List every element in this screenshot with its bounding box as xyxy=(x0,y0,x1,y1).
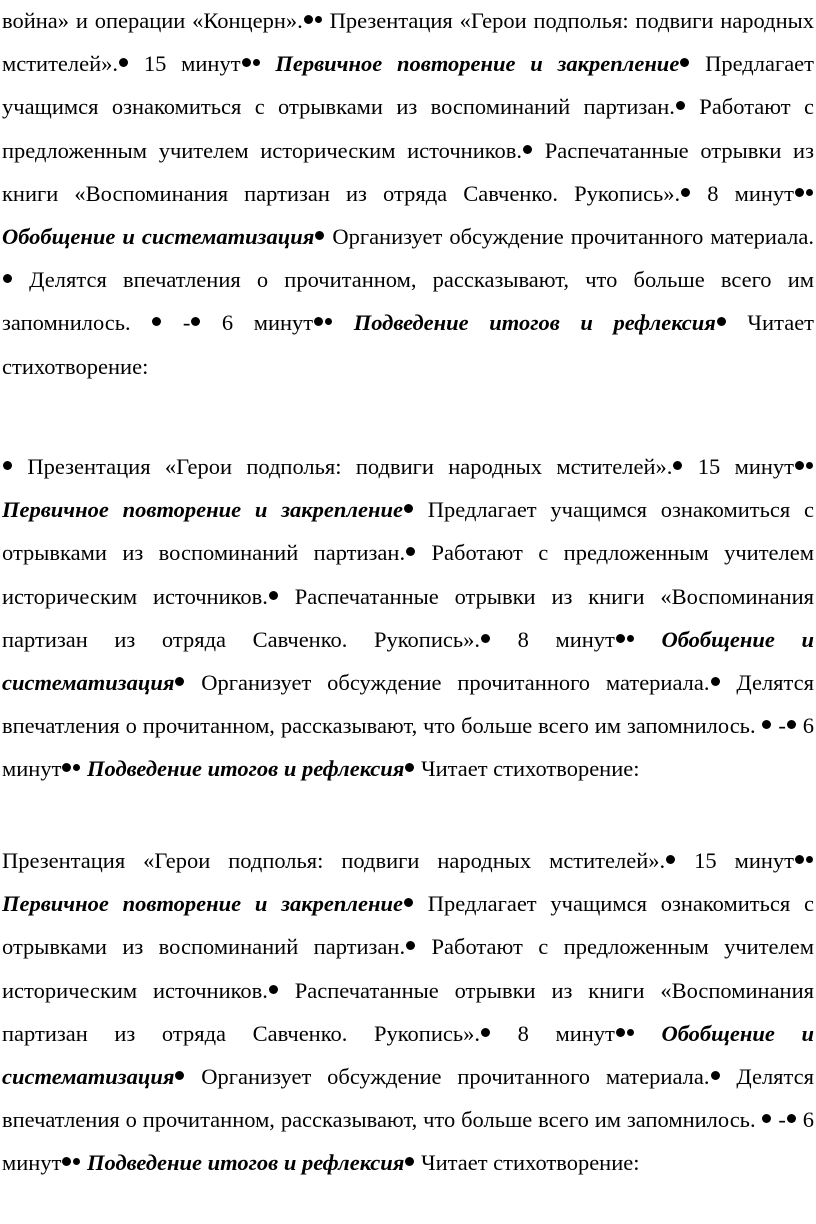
paragraph-2 xyxy=(2,445,814,791)
bullet-icon xyxy=(3,461,12,470)
bullet-icon xyxy=(405,1157,414,1166)
bullet-icon xyxy=(717,317,726,326)
bullet-icon xyxy=(62,763,71,772)
bullet-icon xyxy=(616,1028,625,1037)
bullet-icon xyxy=(404,898,413,907)
bullet-icon xyxy=(175,1071,184,1080)
bullet-icon xyxy=(481,634,490,643)
bullet-icon-small xyxy=(73,1158,80,1165)
section-heading-text: Обобщение и систематизация xyxy=(2,224,315,250)
bullet-icon xyxy=(269,591,278,600)
body-text: Делятся впечатления о прочитанном, рассказывают, что больше всего им запомнилось. xyxy=(2,1064,814,1133)
bullet-icon xyxy=(481,1028,490,1037)
bullet-icon xyxy=(787,720,796,729)
bullet-icon xyxy=(666,855,675,864)
bullet-icon-small xyxy=(253,59,260,66)
bullet-icon xyxy=(404,504,413,513)
bullet-icon xyxy=(304,15,313,24)
bullet-icon xyxy=(711,1071,720,1080)
section-heading-text: Подведение итогов и рефлексия xyxy=(333,310,716,336)
section-heading-text: Подведение итогов и рефлексия xyxy=(81,756,405,782)
body-text: Предлагает учащимся ознакомиться с отрывками из воспоминаний партизан. xyxy=(2,51,814,120)
body-text: - xyxy=(162,310,191,336)
body-text: Работают с предложенным учителем историческим источников. xyxy=(2,94,814,163)
body-text: - xyxy=(772,1107,786,1133)
section-heading-text: Обобщение и систематизация xyxy=(2,626,814,696)
body-text: Делятся впечатления о прочитанном, рассказывают, что больше всего им запомнилось. xyxy=(2,670,814,739)
bullet-icon xyxy=(242,58,251,67)
body-text: Организует обсуждение прочитанного материала. xyxy=(325,224,814,250)
bullet-icon xyxy=(795,461,804,470)
body-text: 8 минут xyxy=(491,1020,615,1046)
bullet-icon-small xyxy=(806,856,813,863)
body-text: Презентация «Герои подполья: подвиги народных мстителей». xyxy=(13,454,673,479)
body-text: 6 минут xyxy=(201,310,314,336)
body-text: 8 минут xyxy=(491,626,615,652)
body-text: Распечатанные отрывки из книги «Воспоминания партизан из отряда Савченко. Рукопись». xyxy=(2,583,814,652)
body-text: 15 минут xyxy=(129,51,241,77)
bullet-icon xyxy=(787,1114,796,1123)
body-text: Предлагает учащимся ознакомиться с отрывками из воспоминаний партизан. xyxy=(2,891,814,960)
body-text: 15 минут xyxy=(683,454,795,479)
body-text: Делятся впечатления о прочитанном, рассказывают, что больше всего им запомнилось. xyxy=(2,267,814,336)
bullet-icon xyxy=(191,317,200,326)
section-heading-text: Подведение итогов и рефлексия xyxy=(81,1150,405,1176)
bullet-icon xyxy=(3,274,12,283)
body-text: 6 минут xyxy=(2,713,814,782)
body-text: Предлагает учащимся ознакомиться с отрывками из воспоминаний партизан. xyxy=(2,497,814,566)
bullet-icon xyxy=(673,461,682,470)
body-text: Читает стихотворение: xyxy=(2,310,815,379)
bullet-icon xyxy=(795,855,804,864)
body-text: 15 минут xyxy=(676,848,794,873)
paragraph-1 xyxy=(2,0,814,431)
bullet-icon xyxy=(405,763,414,772)
bullet-icon xyxy=(62,1157,71,1166)
bullet-icon xyxy=(314,317,323,326)
body-text: Распечатанные отрывки из книги «Воспоминания партизан из отряда Савченко. Рукопись». xyxy=(2,977,814,1046)
body-text: война» и операции «Концерн». xyxy=(2,8,303,33)
body-text: 6 минут xyxy=(2,1107,814,1176)
bullet-icon-small xyxy=(627,1029,634,1036)
bullet-icon xyxy=(152,317,161,326)
section-heading-text: Первичное повторение и закрепление xyxy=(2,497,403,523)
bullet-icon xyxy=(119,58,128,67)
body-text: Презентация «Герои подполья: подвиги народных мстителей». xyxy=(2,8,814,77)
bullet-icon xyxy=(406,547,415,556)
body-text: Организует обсуждение прочитанного материала. xyxy=(185,1064,710,1090)
body-text: - xyxy=(772,713,786,739)
bullet-icon-small xyxy=(325,318,332,325)
bullet-icon xyxy=(523,145,532,154)
bullet-icon xyxy=(762,720,771,729)
bullet-icon xyxy=(681,188,690,197)
body-text: Работают с предложенным учителем историческим источников. xyxy=(2,540,815,609)
bullet-icon xyxy=(175,677,184,686)
bullet-icon xyxy=(616,634,625,643)
paragraph-3 xyxy=(2,839,814,1185)
bullet-icon-small xyxy=(627,635,634,642)
body-text: Презентация «Герои подполья: подвиги народных мстителей». xyxy=(2,848,666,873)
body-text: Читает стихотворение: xyxy=(415,756,640,782)
bullet-icon xyxy=(269,985,278,994)
body-text: Организует обсуждение прочитанного материала. xyxy=(185,670,710,696)
bullet-icon xyxy=(711,677,720,686)
bullet-icon-small xyxy=(806,462,813,469)
body-text: Работают с предложенным учителем историческим источников. xyxy=(2,934,815,1003)
bullet-icon-small xyxy=(806,189,813,196)
bullet-icon-small xyxy=(315,16,322,23)
bullet-icon xyxy=(406,941,415,950)
body-text: 8 минут xyxy=(691,180,795,206)
bullet-icon xyxy=(762,1114,771,1123)
section-heading-text: Обобщение и систематизация xyxy=(2,1020,814,1090)
body-text: Распечатанные отрывки из книги «Воспоминания партизан из отряда Савченко. Рукопись». xyxy=(2,137,814,206)
bullet-icon xyxy=(676,101,685,110)
bullet-icon-small xyxy=(73,764,80,771)
section-heading-text: Первичное повторение и закрепление xyxy=(260,51,680,77)
bullet-icon xyxy=(795,188,804,197)
bullet-icon xyxy=(315,231,324,240)
bullet-icon xyxy=(680,58,689,67)
section-heading-text: Первичное повторение и закрепление xyxy=(2,891,403,917)
body-text: Читает стихотворение: xyxy=(415,1150,640,1176)
